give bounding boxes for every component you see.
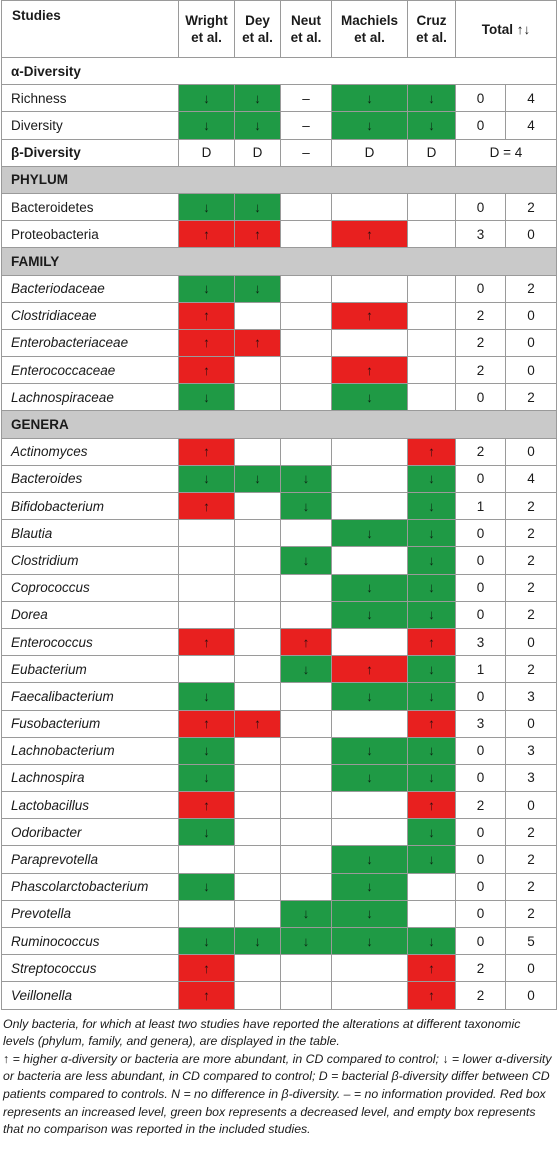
taxon-name: Phascolarctobacterium	[2, 873, 179, 900]
total-down-count: 3	[506, 764, 557, 791]
result-cell-cruz: ↓	[408, 520, 456, 547]
result-cell-wright	[179, 574, 235, 601]
result-cell-wright: ↓	[179, 465, 235, 492]
result-cell-wright: ↑	[179, 493, 235, 520]
total-up-count: 0	[456, 85, 506, 112]
result-cell-cruz: ↓	[408, 547, 456, 574]
study-header-cruz: Cruz et al.	[408, 1, 456, 58]
result-cell-machiels: ↓	[332, 85, 408, 112]
result-cell-dey	[235, 683, 281, 710]
table-row	[2, 275, 557, 302]
total-down-count: 4	[506, 85, 557, 112]
footnote-legend: ↑ = higher α-diversity or bacteria are more abundant, in CD compared to control; ↓ = lower α-diversity or bacteria are less abundant, in CD compared to control; D = bacterial β-diversity differ between CD patients compared to controls. N = no difference in β-diversity. – = no information provided. Red box represents an increased level, green box represents a decreased level, and empty box represents that no comparison was reported in the included studies.	[3, 1051, 552, 1137]
result-cell-neut	[281, 384, 332, 411]
microbiota-table	[1, 0, 557, 1010]
result-cell-cruz: ↑	[408, 982, 456, 1009]
result-cell-machiels	[332, 275, 408, 302]
result-cell-cruz	[408, 873, 456, 900]
total-up-count: 2	[456, 792, 506, 819]
study-header-dey: Dey et al.	[235, 1, 281, 58]
result-cell-cruz: ↓	[408, 764, 456, 791]
result-cell-neut	[281, 764, 332, 791]
result-cell-machiels	[332, 465, 408, 492]
result-cell-wright: ↑	[179, 710, 235, 737]
total-down-count: 2	[506, 900, 557, 927]
result-cell-cruz: ↑	[408, 438, 456, 465]
section-heading-row	[2, 411, 557, 438]
taxon-name: Diversity	[2, 112, 179, 139]
section-heading-family: FAMILY	[2, 248, 557, 275]
result-cell-machiels	[332, 628, 408, 655]
total-up-count: 2	[456, 955, 506, 982]
result-cell-dey	[235, 493, 281, 520]
table-row	[2, 384, 557, 411]
taxon-name: Richness	[2, 85, 179, 112]
taxon-name: Blautia	[2, 520, 179, 547]
result-cell-machiels	[332, 819, 408, 846]
beta-cell-neut: –	[281, 139, 332, 166]
table-row	[2, 656, 557, 683]
result-cell-dey: ↑	[235, 329, 281, 356]
result-cell-machiels: ↓	[332, 683, 408, 710]
total-up-count: 0	[456, 764, 506, 791]
result-cell-cruz: ↑	[408, 955, 456, 982]
total-up-count: 0	[456, 928, 506, 955]
result-cell-dey: ↓	[235, 465, 281, 492]
result-cell-machiels	[332, 955, 408, 982]
taxon-name: Enterococcus	[2, 628, 179, 655]
result-cell-neut: –	[281, 112, 332, 139]
study-header-machiels: Machiels et al.	[332, 1, 408, 58]
result-cell-wright: ↓	[179, 275, 235, 302]
total-up-count: 2	[456, 302, 506, 329]
result-cell-machiels: ↑	[332, 221, 408, 248]
total-down-count: 0	[506, 710, 557, 737]
total-down-count: 2	[506, 493, 557, 520]
beta-cell-cruz: D	[408, 139, 456, 166]
total-up-count: 3	[456, 628, 506, 655]
total-down-count: 2	[506, 656, 557, 683]
table-row	[2, 438, 557, 465]
total-down-count: 3	[506, 683, 557, 710]
taxon-name: Coprococcus	[2, 574, 179, 601]
beta-cell-dey: D	[235, 139, 281, 166]
result-cell-dey	[235, 438, 281, 465]
result-cell-wright: ↓	[179, 873, 235, 900]
result-cell-machiels	[332, 193, 408, 220]
table-row	[2, 112, 557, 139]
taxon-name: Eubacterium	[2, 656, 179, 683]
total-up-count: 2	[456, 438, 506, 465]
result-cell-wright: ↑	[179, 982, 235, 1009]
total-down-count: 2	[506, 873, 557, 900]
result-cell-cruz: ↓	[408, 683, 456, 710]
total-up-count: 0	[456, 193, 506, 220]
result-cell-neut	[281, 710, 332, 737]
result-cell-cruz: ↓	[408, 493, 456, 520]
total-up-count: 1	[456, 656, 506, 683]
total-up-count: 2	[456, 357, 506, 384]
result-cell-dey: ↓	[235, 193, 281, 220]
result-cell-cruz: ↓	[408, 465, 456, 492]
footnote-inclusion: Only bacteria, for which at least two studies have reported the alterations at different taxonomic levels (phylum, family, and genera), are displayed in the table.	[3, 1016, 521, 1049]
table-row	[2, 928, 557, 955]
taxon-name: Dorea	[2, 601, 179, 628]
total-up-count: 0	[456, 520, 506, 547]
total-up-count: 0	[456, 683, 506, 710]
result-cell-wright: ↑	[179, 438, 235, 465]
result-cell-machiels	[332, 438, 408, 465]
result-cell-neut: ↓	[281, 656, 332, 683]
taxon-name: Odoribacter	[2, 819, 179, 846]
result-cell-neut	[281, 792, 332, 819]
result-cell-neut	[281, 846, 332, 873]
result-cell-neut: ↓	[281, 547, 332, 574]
total-up-count: 3	[456, 221, 506, 248]
result-cell-machiels: ↓	[332, 601, 408, 628]
taxon-name: Fusobacterium	[2, 710, 179, 737]
taxon-name: Prevotella	[2, 900, 179, 927]
taxon-name: Bacteroidetes	[2, 193, 179, 220]
table-row	[2, 900, 557, 927]
result-cell-neut	[281, 520, 332, 547]
taxon-name: Clostridium	[2, 547, 179, 574]
table-row	[2, 302, 557, 329]
table-row	[2, 601, 557, 628]
beta-diversity-row	[2, 139, 557, 166]
result-cell-dey: ↓	[235, 112, 281, 139]
table-footnote	[0, 1010, 557, 1139]
total-up-count: 0	[456, 574, 506, 601]
total-down-count: 2	[506, 275, 557, 302]
result-cell-machiels: ↓	[332, 112, 408, 139]
table-row	[2, 520, 557, 547]
total-up-count: 0	[456, 601, 506, 628]
table-row	[2, 547, 557, 574]
result-cell-cruz: ↓	[408, 819, 456, 846]
result-cell-neut: –	[281, 85, 332, 112]
header-row	[2, 1, 557, 58]
taxon-name: Lactobacillus	[2, 792, 179, 819]
taxon-name: Bacteriodaceae	[2, 275, 179, 302]
table-row	[2, 846, 557, 873]
result-cell-dey	[235, 955, 281, 982]
result-cell-wright	[179, 520, 235, 547]
result-cell-machiels: ↑	[332, 302, 408, 329]
section-heading-phylum: PHYLUM	[2, 166, 557, 193]
result-cell-neut	[281, 873, 332, 900]
result-cell-wright: ↑	[179, 955, 235, 982]
total-down-count: 0	[506, 302, 557, 329]
table-row	[2, 792, 557, 819]
result-cell-machiels: ↓	[332, 520, 408, 547]
result-cell-neut	[281, 737, 332, 764]
result-cell-wright: ↓	[179, 85, 235, 112]
beta-total: D = 4	[456, 139, 557, 166]
result-cell-dey	[235, 574, 281, 601]
result-cell-cruz	[408, 329, 456, 356]
result-cell-dey: ↑	[235, 710, 281, 737]
result-cell-neut	[281, 982, 332, 1009]
result-cell-cruz: ↓	[408, 112, 456, 139]
result-cell-neut	[281, 438, 332, 465]
taxon-name: Streptococcus	[2, 955, 179, 982]
result-cell-dey	[235, 601, 281, 628]
total-up-count: 0	[456, 112, 506, 139]
taxon-name: Paraprevotella	[2, 846, 179, 873]
result-cell-wright: ↑	[179, 628, 235, 655]
taxon-name: Veillonella	[2, 982, 179, 1009]
result-cell-machiels: ↓	[332, 900, 408, 927]
taxon-name: Actinomyces	[2, 438, 179, 465]
table-row	[2, 873, 557, 900]
result-cell-neut	[281, 819, 332, 846]
taxon-name: Enterobacteriaceae	[2, 329, 179, 356]
result-cell-wright: ↑	[179, 357, 235, 384]
result-cell-wright: ↓	[179, 764, 235, 791]
section-heading-genera: GENERA	[2, 411, 557, 438]
result-cell-wright	[179, 656, 235, 683]
total-down-count: 2	[506, 520, 557, 547]
result-cell-neut: ↓	[281, 465, 332, 492]
alpha-diversity-heading: α-Diversity	[2, 58, 557, 85]
result-cell-dey	[235, 819, 281, 846]
total-down-count: 4	[506, 112, 557, 139]
table-row	[2, 764, 557, 791]
result-cell-machiels	[332, 792, 408, 819]
result-cell-cruz	[408, 900, 456, 927]
total-down-count: 2	[506, 819, 557, 846]
table-row	[2, 465, 557, 492]
total-up-count: 3	[456, 710, 506, 737]
result-cell-dey	[235, 520, 281, 547]
taxon-name: Lachnospira	[2, 764, 179, 791]
result-cell-cruz	[408, 302, 456, 329]
total-up-count: 0	[456, 873, 506, 900]
total-up-count: 0	[456, 384, 506, 411]
result-cell-machiels: ↓	[332, 737, 408, 764]
taxon-name: Bifidobacterium	[2, 493, 179, 520]
total-down-count: 0	[506, 357, 557, 384]
result-cell-cruz: ↑	[408, 792, 456, 819]
result-cell-wright	[179, 846, 235, 873]
result-cell-dey	[235, 737, 281, 764]
result-cell-wright: ↓	[179, 928, 235, 955]
result-cell-neut	[281, 683, 332, 710]
taxon-name: Proteobacteria	[2, 221, 179, 248]
result-cell-machiels	[332, 982, 408, 1009]
result-cell-machiels: ↓	[332, 764, 408, 791]
total-up-count: 0	[456, 846, 506, 873]
result-cell-dey	[235, 900, 281, 927]
result-cell-cruz	[408, 384, 456, 411]
result-cell-wright: ↓	[179, 193, 235, 220]
result-cell-cruz	[408, 275, 456, 302]
result-cell-machiels: ↓	[332, 846, 408, 873]
total-down-count: 2	[506, 547, 557, 574]
result-cell-neut: ↑	[281, 628, 332, 655]
studies-header: Studies	[2, 1, 179, 58]
result-cell-cruz: ↓	[408, 656, 456, 683]
result-cell-machiels: ↓	[332, 574, 408, 601]
table-row	[2, 85, 557, 112]
taxon-name: Enterococcaceae	[2, 357, 179, 384]
result-cell-machiels	[332, 547, 408, 574]
total-down-count: 0	[506, 329, 557, 356]
total-down-count: 5	[506, 928, 557, 955]
taxon-name: Lachnospiraceae	[2, 384, 179, 411]
taxon-name: Bacteroides	[2, 465, 179, 492]
result-cell-dey	[235, 873, 281, 900]
result-cell-dey: ↓	[235, 85, 281, 112]
total-down-count: 2	[506, 846, 557, 873]
result-cell-dey	[235, 656, 281, 683]
result-cell-wright	[179, 547, 235, 574]
result-cell-neut	[281, 955, 332, 982]
table-row	[2, 683, 557, 710]
alpha-diversity-heading-row	[2, 58, 557, 85]
result-cell-wright	[179, 601, 235, 628]
result-cell-dey	[235, 384, 281, 411]
result-cell-machiels: ↑	[332, 656, 408, 683]
total-down-count: 0	[506, 438, 557, 465]
result-cell-wright	[179, 900, 235, 927]
result-cell-cruz	[408, 193, 456, 220]
table-row	[2, 493, 557, 520]
result-cell-wright: ↑	[179, 792, 235, 819]
total-header: Total ↑↓	[456, 1, 557, 58]
result-cell-dey	[235, 357, 281, 384]
beta-cell-wright: D	[179, 139, 235, 166]
result-cell-neut: ↓	[281, 900, 332, 927]
result-cell-machiels	[332, 329, 408, 356]
result-cell-wright: ↓	[179, 737, 235, 764]
result-cell-dey	[235, 302, 281, 329]
result-cell-cruz: ↓	[408, 574, 456, 601]
result-cell-cruz: ↓	[408, 737, 456, 764]
table-row	[2, 737, 557, 764]
result-cell-cruz	[408, 221, 456, 248]
result-cell-neut	[281, 302, 332, 329]
result-cell-dey	[235, 846, 281, 873]
table-row	[2, 329, 557, 356]
total-down-count: 2	[506, 193, 557, 220]
section-heading-row	[2, 248, 557, 275]
result-cell-dey	[235, 628, 281, 655]
result-cell-neut: ↓	[281, 493, 332, 520]
result-cell-dey: ↓	[235, 275, 281, 302]
result-cell-dey	[235, 547, 281, 574]
result-cell-wright: ↓	[179, 112, 235, 139]
result-cell-wright: ↓	[179, 819, 235, 846]
result-cell-neut	[281, 329, 332, 356]
table-row	[2, 574, 557, 601]
taxon-name: Lachnobacterium	[2, 737, 179, 764]
result-cell-neut	[281, 221, 332, 248]
total-up-count: 0	[456, 900, 506, 927]
result-cell-cruz: ↑	[408, 628, 456, 655]
total-up-count: 0	[456, 465, 506, 492]
table-row	[2, 357, 557, 384]
total-down-count: 4	[506, 465, 557, 492]
result-cell-machiels: ↓	[332, 384, 408, 411]
total-up-count: 2	[456, 329, 506, 356]
result-cell-wright: ↑	[179, 221, 235, 248]
result-cell-neut	[281, 275, 332, 302]
total-up-count: 0	[456, 737, 506, 764]
total-down-count: 0	[506, 982, 557, 1009]
total-up-count: 0	[456, 275, 506, 302]
result-cell-dey	[235, 982, 281, 1009]
result-cell-dey	[235, 792, 281, 819]
total-down-count: 0	[506, 628, 557, 655]
result-cell-wright: ↓	[179, 384, 235, 411]
table-row	[2, 955, 557, 982]
result-cell-cruz: ↓	[408, 846, 456, 873]
table-row	[2, 628, 557, 655]
taxon-name: Faecalibacterium	[2, 683, 179, 710]
table-row	[2, 819, 557, 846]
result-cell-wright: ↑	[179, 302, 235, 329]
taxon-name: Clostridiaceae	[2, 302, 179, 329]
beta-diversity-label: β-Diversity	[2, 139, 179, 166]
table-row	[2, 982, 557, 1009]
result-cell-cruz: ↓	[408, 928, 456, 955]
total-up-count: 0	[456, 819, 506, 846]
total-down-count: 3	[506, 737, 557, 764]
total-up-count: 0	[456, 547, 506, 574]
result-cell-neut	[281, 357, 332, 384]
result-cell-machiels: ↓	[332, 873, 408, 900]
result-cell-dey: ↓	[235, 928, 281, 955]
taxon-name: Ruminococcus	[2, 928, 179, 955]
total-up-count: 2	[456, 982, 506, 1009]
total-down-count: 0	[506, 221, 557, 248]
table-row	[2, 221, 557, 248]
result-cell-machiels	[332, 710, 408, 737]
study-header-wright: Wright et al.	[179, 1, 235, 58]
result-cell-neut	[281, 574, 332, 601]
result-cell-neut: ↓	[281, 928, 332, 955]
result-cell-dey: ↑	[235, 221, 281, 248]
result-cell-machiels: ↑	[332, 357, 408, 384]
study-header-neut: Neut et al.	[281, 1, 332, 58]
result-cell-cruz: ↓	[408, 601, 456, 628]
result-cell-dey	[235, 764, 281, 791]
total-down-count: 2	[506, 601, 557, 628]
beta-cell-machiels: D	[332, 139, 408, 166]
total-down-count: 2	[506, 384, 557, 411]
result-cell-cruz: ↓	[408, 85, 456, 112]
section-heading-row	[2, 166, 557, 193]
table-row	[2, 193, 557, 220]
result-cell-cruz	[408, 357, 456, 384]
result-cell-wright: ↓	[179, 683, 235, 710]
table-row	[2, 710, 557, 737]
result-cell-neut	[281, 601, 332, 628]
total-down-count: 0	[506, 792, 557, 819]
result-cell-cruz: ↑	[408, 710, 456, 737]
total-down-count: 2	[506, 574, 557, 601]
total-up-count: 1	[456, 493, 506, 520]
result-cell-wright: ↑	[179, 329, 235, 356]
result-cell-neut	[281, 193, 332, 220]
total-down-count: 0	[506, 955, 557, 982]
result-cell-machiels	[332, 493, 408, 520]
result-cell-machiels: ↓	[332, 928, 408, 955]
